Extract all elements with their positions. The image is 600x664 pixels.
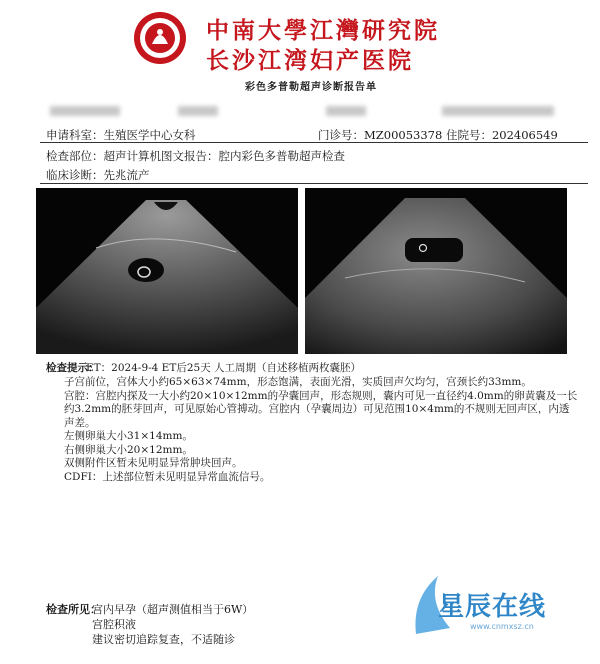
id-fields bbox=[318, 127, 558, 143]
watermark-url: www.cnmxsz.cn bbox=[470, 622, 534, 631]
conclusion-line: 宫内早孕（超声测值相当于6W） bbox=[92, 603, 254, 616]
exam-site-field: 检查部位：超声计算机图文报告：腔内彩色多普勒超声检查 bbox=[46, 149, 345, 163]
report-type-title: 彩色多普勒超声诊断报告单 bbox=[245, 82, 377, 93]
finding-line: 宫腔：宫腔内探及一大小约20×10×12mm的孕囊回声，形态规则，囊内可见一直径约4.0mm的卵黄囊及一长约3.2mm的胚芽回声，可见原始心管搏动。宫腔内（孕囊周边）可见范围10×4mm的不规则无回声区，内透声差。 bbox=[64, 389, 578, 429]
hospital-name-line1: 中南大學江灣研究院 bbox=[206, 17, 440, 44]
diagnosis-field: 临床诊断：先兆流产 bbox=[46, 168, 150, 182]
findings-body bbox=[64, 376, 579, 484]
ultrasound-image-right bbox=[305, 188, 567, 354]
finding-line: 右侧卵巢大小20×12mm。 bbox=[64, 443, 193, 456]
redacted-date bbox=[442, 106, 554, 116]
clinic-id: 门诊号：MZ00053378 bbox=[318, 128, 443, 142]
conclusion-label: 检查所见： bbox=[46, 603, 101, 616]
ultrasound-image-left bbox=[36, 188, 298, 354]
divider bbox=[40, 183, 588, 184]
findings-header-line: ET：2024-9-4 ET后25天 人工周期（自述移植两枚囊胚） bbox=[86, 362, 362, 374]
finding-line: 左侧卵巢大小31×14mm。 bbox=[64, 430, 193, 442]
conclusion-section bbox=[46, 602, 254, 646]
conclusion-line: 宫腔积液 bbox=[92, 618, 136, 631]
hospital-name-line2: 长沙江湾妇产医院 bbox=[206, 47, 414, 74]
finding-line: CDFI：上述部位暂未见明显异常血流信号。 bbox=[64, 470, 271, 483]
watermark-text: 星辰在线 bbox=[438, 592, 547, 622]
inpatient-id: 住院号：202406549 bbox=[445, 128, 558, 142]
divider bbox=[40, 142, 588, 143]
finding-line: 子宫前位，宫体大小约65×63×74mm，形态饱满，表面光滑，实质回声欠均匀，宫颈长约33mm。 bbox=[64, 376, 532, 388]
conclusion-line: 建议密切追踪复查，不适随诊 bbox=[92, 633, 235, 646]
redacted-gender bbox=[178, 106, 218, 116]
redacted-name bbox=[50, 106, 120, 116]
dept-field: 申请科室：生殖医学中心女科 bbox=[46, 128, 196, 142]
hospital-logo-icon bbox=[132, 10, 188, 66]
finding-line: 双侧附件区暂未见明显异常肿块回声。 bbox=[64, 457, 243, 469]
findings-label: 检查提示： bbox=[46, 362, 99, 374]
redacted-age bbox=[326, 106, 366, 116]
